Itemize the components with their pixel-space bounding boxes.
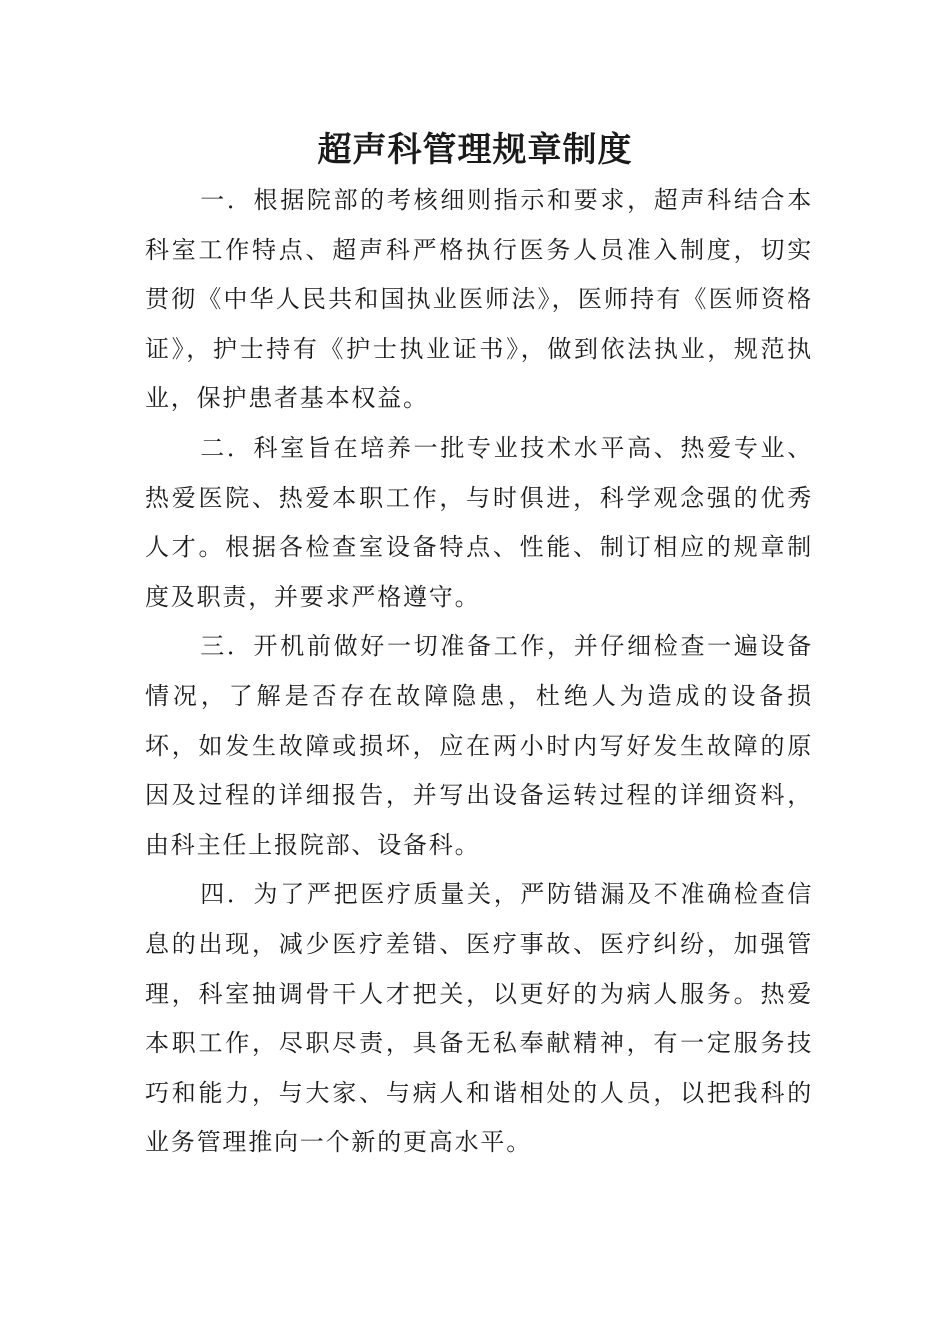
paragraph-3: 三．开机前做好一切准备工作，并仔细检查一遍设备情况，了解是否存在故障隐患，杜绝人为造成的设备损坏，如发生故障或损坏，应在两小时内写好发生故障的原因及过程的详细报告，并写出设备运转过程的详细资料，由科主任上报院部、设备科。: [145, 632, 813, 859]
document-body: [145, 176, 813, 1168]
paragraph-2: 二．科室旨在培养一批专业技术水平高、热爱专业、热爱医院、热爱本职工作，与时俱进，科学观念强的优秀人才。根据各检查室设备特点、性能、制订相应的规章制度及职责，并要求严格遵守。: [145, 433, 813, 611]
document-title: 超声科管理规章制度: [317, 130, 633, 170]
paragraph-1: 一．根据院部的考核细则指示和要求，超声科结合本科室工作特点、超声科严格执行医务人员准入制度，切实贯彻《中华人民共和国执业医师法》，医师持有《医师资格证》，护士持有《护士执业证书》，做到依法执业，规范执业，保护患者基本权益。: [145, 186, 813, 413]
paragraph-4: 四．为了严把医疗质量关，严防错漏及不准确检查信息的出现，减少医疗差错、医疗事故、医疗纠纷，加强管理，科室抽调骨干人才把关，以更好的为病人服务。热爱本职工作，尽职尽责，具备无私奉献精神，有一定服务技巧和能力，与大家、与病人和谐相处的人员，以把我科的业务管理推向一个新的更高水平。: [145, 880, 813, 1157]
